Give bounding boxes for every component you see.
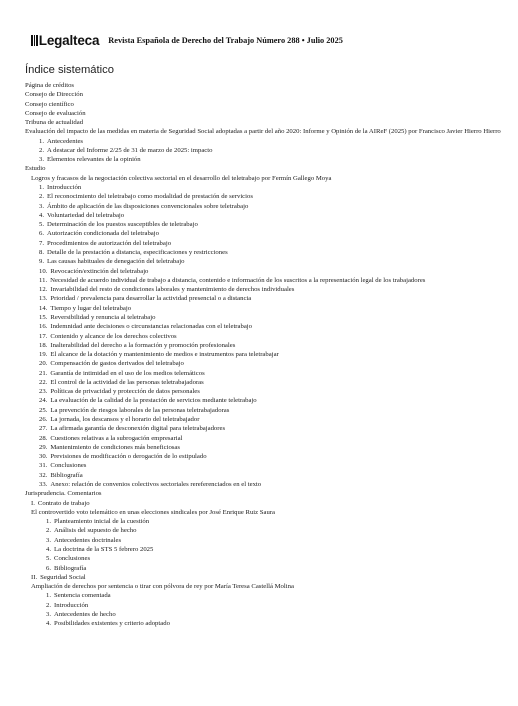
toc-item-number: 21. bbox=[39, 369, 48, 377]
toc-item-label: Antecedentes bbox=[47, 137, 84, 145]
toc-item-label: La evaluación de la calidad de la prestación de servicios mediante teletrabajo bbox=[50, 397, 257, 405]
toc-item[interactable] bbox=[25, 461, 505, 470]
toc-item[interactable] bbox=[25, 211, 505, 220]
toc-item[interactable] bbox=[25, 369, 505, 378]
toc-item-number: 3. bbox=[39, 156, 45, 164]
toc-item-label: Evaluación del impacto de las medidas en materia de Seguridad Social adoptadas a partir del año 2020: Informe y Opinión de la AIReF (2025) por Francisco Javier Hierro Hierro bbox=[25, 128, 501, 136]
toc-item-number: 4. bbox=[46, 545, 52, 553]
toc-item-label: Prioridad / prevalencia para desarrollar la actividad presencial o a distancia bbox=[50, 295, 252, 303]
logo-text: Legalteca bbox=[38, 33, 100, 48]
toc-item-label: Conclusiones bbox=[54, 555, 91, 563]
toc-item-label: El control de la actividad de las personas teletrabajadoras bbox=[50, 378, 204, 386]
toc-item[interactable] bbox=[25, 248, 505, 257]
toc-item-label: Consejo de evaluación bbox=[25, 109, 86, 117]
toc-item[interactable] bbox=[25, 610, 505, 619]
toc-item-label: Bibliografía bbox=[50, 471, 83, 479]
toc-item[interactable] bbox=[25, 434, 505, 443]
toc-item-number: 2. bbox=[46, 527, 52, 535]
toc-item[interactable] bbox=[25, 294, 505, 303]
toc-item-number: 3. bbox=[46, 536, 52, 544]
legalteca-logo[interactable] bbox=[31, 33, 99, 48]
logo-bars-icon bbox=[31, 35, 38, 46]
toc-item[interactable] bbox=[25, 499, 505, 508]
toc-item-label: Antecedentes doctrinales bbox=[54, 536, 122, 544]
toc-item-number: 28. bbox=[39, 434, 48, 442]
toc-item-label: Garantía de intimidad en el uso de los medios telemáticos bbox=[50, 369, 205, 377]
toc-item[interactable] bbox=[25, 192, 505, 201]
toc-item[interactable] bbox=[25, 350, 505, 359]
toc-item-number: 17. bbox=[39, 332, 48, 340]
toc-item[interactable] bbox=[25, 415, 505, 424]
toc-item[interactable] bbox=[25, 127, 505, 136]
toc-item-label: Revocación/extinción del teletrabajo bbox=[50, 267, 149, 275]
toc-item[interactable] bbox=[25, 118, 505, 127]
toc-item-number: 5. bbox=[46, 555, 52, 563]
toc-item-number: 10. bbox=[39, 267, 48, 275]
toc-item[interactable] bbox=[25, 146, 505, 155]
toc-item-label: Página de créditos bbox=[25, 82, 75, 89]
toc-item-label: El reconocimiento del teletrabajo como modalidad de prestación de servicios bbox=[47, 193, 253, 201]
toc-item-label: La prevención de riesgos laborales de las personas teletrabajadoras bbox=[50, 406, 230, 414]
toc-item-number: 1. bbox=[39, 137, 45, 145]
toc-item[interactable] bbox=[25, 489, 505, 498]
toc-item[interactable] bbox=[25, 81, 505, 90]
toc-item-number: 1. bbox=[46, 518, 52, 526]
toc-item[interactable] bbox=[25, 387, 505, 396]
toc-item-number: 24. bbox=[39, 397, 48, 405]
toc-item[interactable] bbox=[25, 164, 505, 173]
toc-item-label: Procedimientos de autorización del teletrabajo bbox=[47, 239, 172, 247]
toc-item-number: 15. bbox=[39, 313, 48, 321]
toc-item-label: Cuestiones relativas a la subrogación empresarial bbox=[50, 434, 183, 442]
toc-item-label: Ampliación de derechos por sentencia o tirar con pólvora de rey por María Teresa Castellá Molina bbox=[31, 583, 294, 591]
toc-item[interactable] bbox=[25, 508, 505, 517]
toc-item[interactable] bbox=[25, 155, 505, 164]
toc-item-label: Antecedentes de hecho bbox=[54, 610, 116, 618]
toc-item[interactable] bbox=[25, 341, 505, 350]
toc-item-label: Políticas de privacidad y protección de datos personales bbox=[50, 388, 200, 396]
toc-item[interactable] bbox=[25, 276, 505, 285]
toc-item-label: Tiempo y lugar del teletrabajo bbox=[50, 304, 132, 312]
toc-item[interactable] bbox=[25, 332, 505, 341]
page-header bbox=[31, 33, 501, 48]
toc-item[interactable] bbox=[25, 396, 505, 405]
toc-item[interactable] bbox=[25, 536, 505, 545]
toc-item[interactable] bbox=[25, 90, 505, 99]
toc-item-label: Contrato de trabajo bbox=[37, 499, 90, 507]
toc-item-number: 3. bbox=[39, 202, 45, 210]
toc-item-label: La doctrina de la STS 5 febrero 2025 bbox=[54, 545, 154, 553]
toc-item-number: 4. bbox=[46, 620, 52, 628]
toc-item[interactable] bbox=[25, 174, 505, 183]
toc-item-number: I. bbox=[31, 499, 35, 507]
toc-item[interactable] bbox=[25, 100, 505, 109]
toc-item-label: A destacar del Informe 2/25 de 31 de marzo de 2025: impacto bbox=[47, 146, 213, 154]
toc-item-label: Introducción bbox=[47, 184, 82, 192]
toc-item-number: 16. bbox=[39, 323, 48, 331]
toc-item-number: 30. bbox=[39, 453, 48, 461]
toc-item-label: Introducción bbox=[54, 601, 89, 609]
toc-item[interactable] bbox=[25, 573, 505, 582]
table-of-contents bbox=[25, 81, 505, 629]
toc-item[interactable] bbox=[25, 322, 505, 331]
toc-item-label: Invariabilidad del resto de condiciones laborales y mantenimiento de derechos individuales bbox=[50, 286, 295, 294]
toc-item-label: Anexo: relación de convenios colectivos sectoriales rereferenciados en el texto bbox=[50, 481, 262, 489]
toc-item[interactable] bbox=[25, 582, 505, 591]
toc-item[interactable] bbox=[25, 183, 505, 192]
toc-item[interactable] bbox=[25, 480, 505, 489]
toc-item[interactable] bbox=[25, 424, 505, 433]
toc-item-label: Consejo científico bbox=[25, 100, 74, 108]
toc-item-number: 31. bbox=[39, 462, 48, 470]
toc-item[interactable] bbox=[25, 545, 505, 554]
toc-item-label: Compensación de gastos derivados del teletrabajo bbox=[50, 360, 184, 368]
toc-item-label: Detalle de la prestación a distancia, especificaciones y restricciones bbox=[47, 248, 228, 256]
toc-item-label: Ámbito de aplicación de las disposiciones convencionales sobre teletrabajo bbox=[47, 202, 249, 210]
toc-item-label: Previsiones de modificación o derogación de lo estipulado bbox=[50, 453, 207, 461]
toc-item-label: Sentencia comentada bbox=[54, 592, 111, 600]
toc-item[interactable] bbox=[25, 564, 505, 573]
toc-item[interactable] bbox=[25, 452, 505, 461]
toc-item[interactable] bbox=[25, 443, 505, 452]
toc-item-label: La afirmada garantía de desconexión digital para teletrabajadores bbox=[50, 425, 226, 433]
page-title: Índice sistemático bbox=[25, 64, 114, 76]
toc-item-number: 27. bbox=[39, 425, 48, 433]
toc-item[interactable] bbox=[25, 202, 505, 211]
toc-item[interactable] bbox=[25, 257, 505, 266]
toc-item[interactable] bbox=[25, 378, 505, 387]
toc-item-number: 8. bbox=[39, 248, 45, 256]
toc-item-label: Logros y fracasos de la negociación colectiva sectorial en el desarrollo del teletrabajo por Fermín Gallego Moya bbox=[31, 174, 332, 182]
toc-item-label: Determinación de los puestos susceptibles de teletrabajo bbox=[47, 221, 198, 229]
toc-item-number: 14. bbox=[39, 304, 48, 312]
toc-item-label: Planteamiento inicial de la cuestión bbox=[54, 518, 150, 526]
toc-item[interactable] bbox=[25, 267, 505, 276]
toc-item-number: 11. bbox=[39, 276, 48, 284]
toc-item-number: 12. bbox=[39, 286, 48, 294]
toc-item[interactable] bbox=[25, 554, 505, 563]
toc-item[interactable] bbox=[25, 517, 505, 526]
toc-item-label: El controvertido voto telemático en unas elecciones sindicales por José Enrique Ruiz Saura bbox=[31, 508, 276, 516]
toc-item[interactable] bbox=[25, 591, 505, 600]
toc-item-label: Contenido y alcance de los derechos colectivos bbox=[50, 332, 177, 340]
toc-item-label: Posibilidades existentes y criterio adoptado bbox=[54, 620, 170, 628]
toc-item[interactable] bbox=[25, 471, 505, 480]
toc-item-number: 23. bbox=[39, 388, 48, 396]
toc-item-number: 2. bbox=[46, 601, 52, 609]
toc-item-number: 25. bbox=[39, 406, 48, 414]
toc-item[interactable] bbox=[25, 229, 505, 238]
toc-item[interactable] bbox=[25, 359, 505, 368]
toc-item-label: Conclusiones bbox=[50, 462, 87, 470]
toc-item[interactable] bbox=[25, 406, 505, 415]
toc-item-number: 2. bbox=[39, 146, 45, 154]
toc-item[interactable] bbox=[25, 601, 505, 610]
toc-item-number: II. bbox=[31, 573, 38, 581]
toc-item-label: Seguridad Social bbox=[40, 573, 86, 581]
toc-item-number: 6. bbox=[39, 230, 45, 238]
toc-item-number: 18. bbox=[39, 341, 48, 349]
toc-item[interactable] bbox=[25, 220, 505, 229]
toc-item[interactable] bbox=[25, 285, 505, 294]
toc-item[interactable] bbox=[25, 137, 505, 146]
toc-item-label: Mantenimiento de condiciones más beneficiosas bbox=[50, 443, 180, 451]
toc-item[interactable] bbox=[25, 526, 505, 535]
toc-item-number: 1. bbox=[46, 592, 52, 600]
toc-item-number: 20. bbox=[39, 360, 48, 368]
toc-item-number: 19. bbox=[39, 351, 48, 359]
toc-item-label: Las causas habituales de denegación del teletrabajo bbox=[47, 258, 185, 266]
toc-item-label: Bibliografía bbox=[54, 564, 87, 572]
toc-item-label: Consejo de Dirección bbox=[25, 91, 83, 99]
toc-item-label: La jornada, los descansos y el horario del teletrabajador bbox=[50, 416, 200, 424]
toc-item[interactable] bbox=[25, 239, 505, 248]
toc-item-number: 7. bbox=[39, 239, 45, 247]
toc-item-number: 33. bbox=[39, 481, 48, 489]
toc-item[interactable] bbox=[25, 313, 505, 322]
toc-item-label: Jurisprudencia. Comentarios bbox=[25, 490, 102, 498]
toc-item[interactable] bbox=[25, 619, 505, 628]
toc-item-number: 29. bbox=[39, 443, 48, 451]
toc-item-label: Inalterabilidad del derecho a la formación y promoción profesionales bbox=[50, 341, 236, 349]
journal-title: Revista Española de Derecho del Trabajo Número 288 • Julio 2025 bbox=[108, 36, 343, 45]
toc-item-number: 2. bbox=[39, 193, 45, 201]
toc-item-label: Necesidad de acuerdo individual de trabajo a distancia, contenido e información de los suscritos a la representación legal de los trabajadores bbox=[50, 276, 426, 284]
toc-item-label: Indemnidad ante decisiones o circunstancias relacionadas con el teletrabajo bbox=[50, 323, 253, 331]
toc-item-number: 32. bbox=[39, 471, 48, 479]
toc-item-label: El alcance de la dotación y mantenimiento de medios e instrumentos para teletrabajar bbox=[50, 351, 279, 359]
toc-item-number: 5. bbox=[39, 221, 45, 229]
toc-item-label: Estudio bbox=[25, 165, 46, 173]
toc-item-number: 22. bbox=[39, 378, 48, 386]
toc-item-number: 9. bbox=[39, 258, 45, 266]
toc-item-label: Voluntariedad del teletrabajo bbox=[47, 211, 125, 219]
toc-item-label: Elementos relevantes de la opinión bbox=[47, 156, 141, 164]
toc-item-number: 3. bbox=[46, 610, 52, 618]
toc-item-number: 4. bbox=[39, 211, 45, 219]
toc-item-label: Reversibilidad y renuncia al teletrabajo bbox=[50, 313, 156, 321]
toc-item-label: Tribuna de actualidad bbox=[25, 119, 84, 127]
toc-item-number: 13. bbox=[39, 295, 48, 303]
toc-item-number: 6. bbox=[46, 564, 52, 572]
toc-item-number: 1. bbox=[39, 184, 45, 192]
toc-item-number: 26. bbox=[39, 416, 48, 424]
toc-item[interactable] bbox=[25, 109, 505, 118]
toc-item-label: Análisis del supuesto de hecho bbox=[54, 527, 137, 535]
toc-item[interactable] bbox=[25, 304, 505, 313]
toc-item-label: Autorización condicionada del teletrabajo bbox=[47, 230, 159, 238]
